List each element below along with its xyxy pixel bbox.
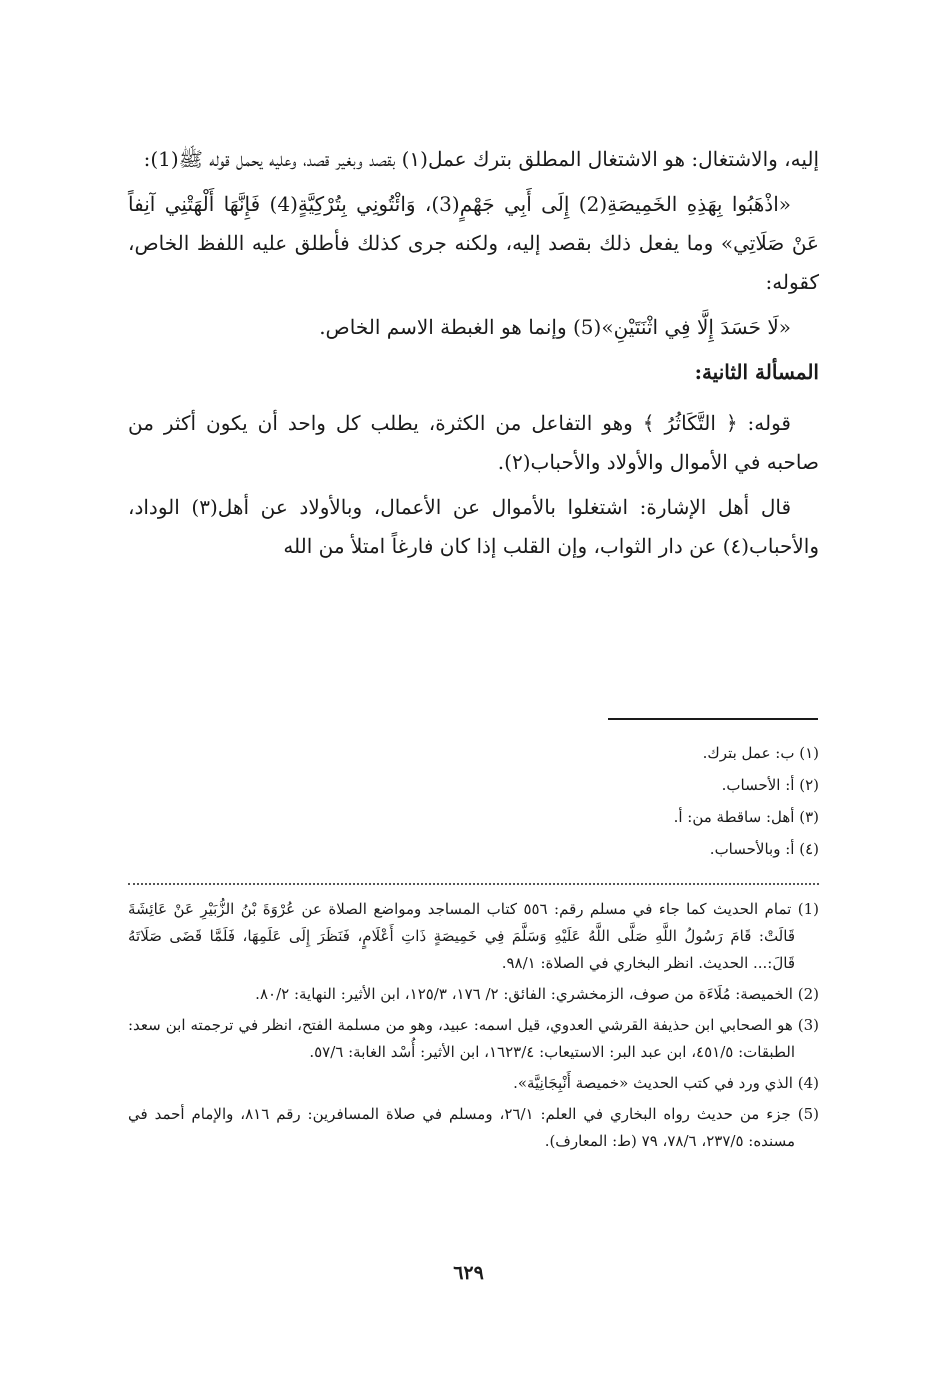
editor-footnote: (2) الخميصة: مُلَاءَة من صوف، الزمخشري: الفائق: ٢/ ١٧٦، ١٢٥/٣، ابن الأثير: النهاية: ٨٠/٢. — [255, 985, 819, 1003]
editor-footnotes — [128, 896, 819, 1159]
manuscript-footnote: (٣) أهل: ساقطة من: أ. — [673, 808, 819, 826]
manuscript-footnotes — [128, 737, 819, 865]
footnote-separator-rule — [608, 718, 818, 720]
paragraph-2-hadith: «اذْهَبُوا بِهَذِهِ الخَمِيصَةِ(2) إِلَى أَبِي جَهْمٍ(3)، وَائْتُونِي بِتُرْكِيَّةٍ(4) فَإِنَّهَا أَلْهَتْنِي آنِفاً عَنْ صَلَاتِي» وما يفعل ذلك بقصد إليه، ولكنه جرى كذلك فأطلق عليه اللفظ الخاص، كقوله: — [128, 192, 819, 294]
paragraph-4: قوله: ﴿ التَّكَاثُرُ ﴾ وهو التفاعل من الكثرة، يطلب كل واحد أن يكون أكثر من صاحبه في الأموال والأولاد والأحباب(٢). — [128, 411, 819, 474]
manuscript-footnote: (١) ب: عمل بترك. — [702, 744, 819, 762]
paragraph-3-hadith: «لَا حَسَدَ إِلَّا فِي اثْنَتَيْنِ»(5) وإنما هو الغبطة الاسم الخاص. — [319, 315, 791, 339]
editor-footnote: (3) هو الصحابي ابن حذيفة القرشي العدوي، قيل اسمه: عبيد، وهو من مسلمة الفتح، انظر في ترجمته ابن سعد: الطبقات: ٤٥١/٥، ابن عبد البر: الاستيعاب: ١٦٢٣/٤، ابن الأثير: أُسْد الغابة: ٥٧/٦. — [128, 1016, 819, 1061]
paragraph-5: قال أهل الإشارة: اشتغلوا بالأموال عن الأعمال، وبالأولاد عن أهل(٣) الوداد، والأحباب(٤) عن دار الثواب، وإن القلب إذا كان فارغاً امتلأ من الله — [128, 495, 819, 558]
section-heading: المسألة الثانية: — [694, 360, 819, 384]
manuscript-footnote: (٢) أ: الأحساب. — [721, 776, 819, 794]
paragraph-1: إليه، والاشتغال: هو الاشتغال المطلق بترك عمل(١) بقصد وبغير قصد، وعليه يحمل قوله ﷺ(1): — [143, 147, 819, 171]
dotted-separator — [128, 883, 819, 885]
editor-footnote: (4) الذي ورد في كتب الحديث «خميصة أَنْبِجَانِيَّة». — [513, 1074, 819, 1092]
editor-footnote: (5) جزء من حديث رواه البخاري في العلم: ٢٦/١، ومسلم في صلاة المسافرين: رقم ٨١٦، والإمام أحمد في مسنده: ٢٣٧/٥، ٧٨/٦، ٧٩ (ط: المعارف). — [128, 1105, 819, 1150]
main-text — [128, 140, 819, 572]
manuscript-footnote: (٤) أ: وبالأحساب. — [709, 840, 819, 858]
page-number: ٦٢٩ — [453, 1262, 484, 1284]
editor-footnote: (1) تمام الحديث كما جاء في مسلم رقم: ٥٥٦ كتاب المساجد ومواضع الصلاة عن عُرْوَةَ بْنُ الزُّبَيْرِ عَنْ عَائِشَةَ قَالَتْ: قَامَ رَسُولُ اللَّهِ صَلَّى اللَّهُ عَلَيْهِ وَسَلَّمَ فِي خَمِيصَةٍ ذَاتِ أَعْلَامٍ، فَنَظَرَ إِلَى عَلَمِهَا، فَلَمَّا قَضَى صَلَاتَهُ قَالَ:... الحديث. انظر البخاري في الصلاة: ٩٨/١. — [128, 900, 819, 972]
